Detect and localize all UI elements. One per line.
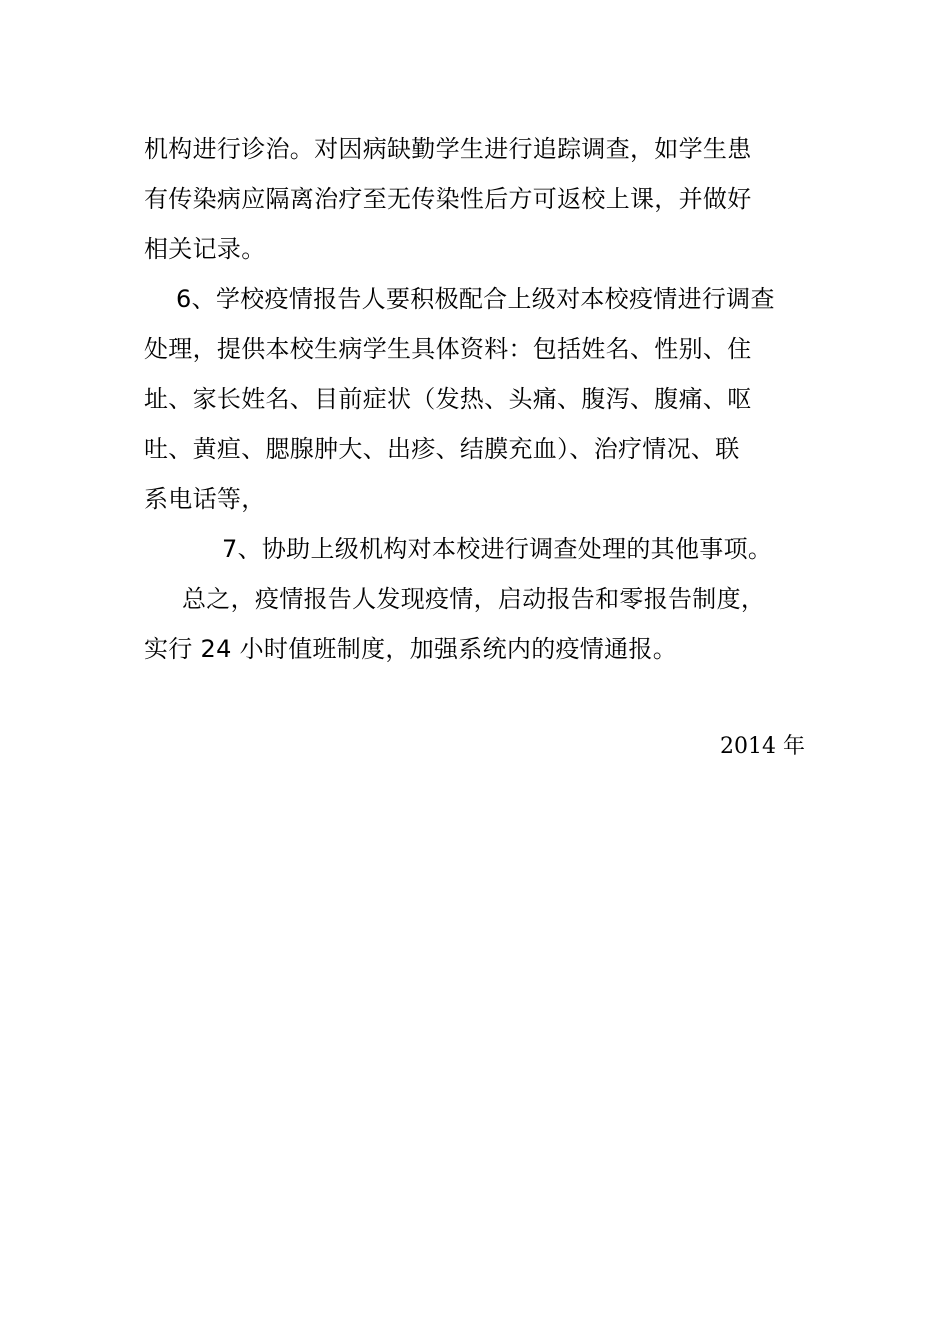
paragraph-line: 址、家长姓名、目前症状（发热、头痛、腹泻、腹痛、呕	[144, 385, 752, 413]
document-date: 2014 年	[720, 734, 805, 759]
paragraph-line: 机构进行诊治。对因病缺勤学生进行追踪调查，如学生患	[144, 135, 752, 163]
paragraph-line: 有传染病应隔离治疗至无传染性后方可返校上课，并做好	[144, 185, 752, 213]
summary-line: 实行 24 小时值班制度，加强系统内的疫情通报。	[144, 635, 677, 663]
item-6-line: 6、学校疫情报告人要积极配合上级对本校疫情进行调查	[176, 285, 775, 313]
paragraph-line: 吐、黄疸、腮腺肿大、出疹、结膜充血）、治疗情况、联	[144, 435, 740, 463]
summary-line: 总之，疫情报告人发现疫情，启动报告和零报告制度，	[182, 585, 766, 613]
paragraph-line: 系电话等，	[144, 485, 266, 513]
paragraph-line: 处理，提供本校生病学生具体资料：包括姓名、性别、住	[144, 335, 752, 363]
paragraph-line: 相关记录。	[144, 235, 266, 263]
item-7-line: 7、协助上级机构对本校进行调查处理的其他事项。	[222, 535, 773, 563]
